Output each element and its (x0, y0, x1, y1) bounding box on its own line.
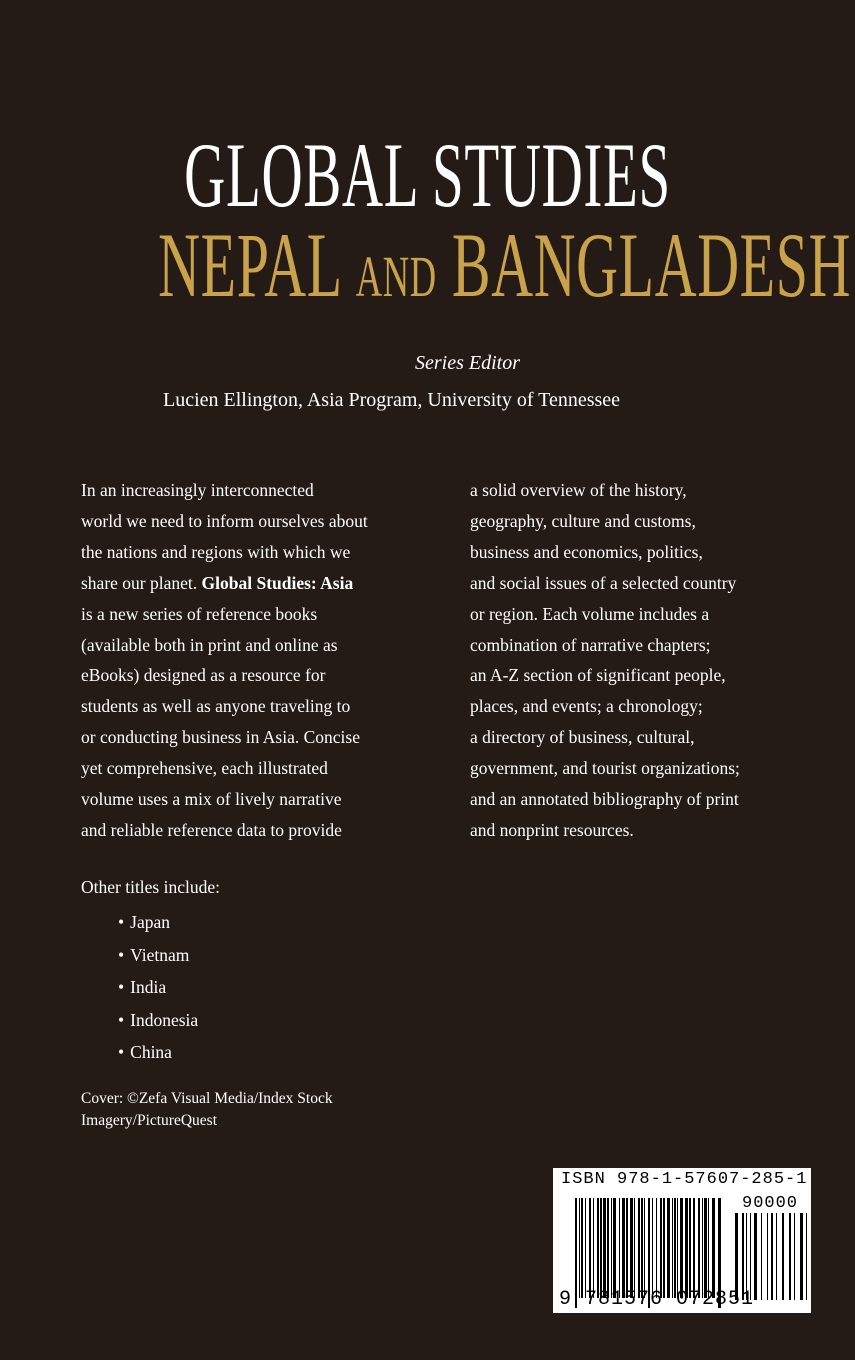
bar (619, 1198, 620, 1298)
bar (600, 1198, 602, 1298)
bar (782, 1213, 784, 1300)
text: share our planet. (81, 572, 202, 593)
text-line (81, 815, 368, 846)
other-titles-label: Other titles include: (81, 877, 220, 897)
text: the nations and regions with which we (81, 541, 351, 562)
text-line: and an annotated bibliography of print (470, 789, 739, 810)
text-line (81, 691, 368, 722)
bar (689, 1198, 691, 1298)
text-line (81, 506, 368, 537)
bar (680, 1198, 683, 1298)
series-name: Global Studies: Asia (201, 572, 354, 593)
title-item: • China (118, 1036, 198, 1069)
bar (698, 1198, 700, 1298)
barcode-digits: 9 781576 072851 (559, 1288, 755, 1311)
bar (607, 1198, 609, 1298)
bar (674, 1198, 676, 1298)
bar (603, 1198, 606, 1298)
bar (585, 1198, 586, 1298)
bar (593, 1198, 594, 1298)
bar (613, 1198, 616, 1298)
text-line (81, 599, 368, 630)
text-line: a solid overview of the history, (470, 480, 687, 500)
title-bangladesh: BANGLADESH (436, 214, 852, 316)
text: yet comprehensive, each illustrated (81, 758, 328, 779)
bar (702, 1198, 703, 1298)
text-line: or region. Each volume includes a (470, 603, 710, 624)
bar (611, 1198, 612, 1298)
cover-credit (81, 1088, 333, 1132)
text-line (81, 660, 368, 691)
text: eBooks) designed as a resource for (81, 665, 326, 686)
bar (634, 1198, 635, 1298)
bar (735, 1213, 738, 1300)
series-title: GLOBAL STUDIES (184, 124, 671, 226)
bar (789, 1213, 791, 1300)
bar (663, 1198, 665, 1298)
text: and reliable reference data to provide (81, 819, 342, 840)
text-line: combination of narrative chapters; (470, 634, 711, 655)
price-code: 90000 (742, 1194, 799, 1213)
text-line: government, and tourist organizations; (470, 758, 740, 779)
bar (641, 1198, 643, 1298)
bar (626, 1198, 628, 1298)
title-item: • India (118, 971, 198, 1004)
bar (597, 1198, 599, 1298)
bar (746, 1213, 747, 1300)
bar (750, 1213, 751, 1300)
text-line: and nonprint resources. (470, 819, 634, 840)
text: (available both in print and online as (81, 634, 338, 655)
bar (693, 1198, 695, 1298)
text: world we need to inform ourselves about (81, 510, 368, 531)
bar (579, 1198, 580, 1298)
bar (708, 1198, 709, 1298)
text: is a new series of reference books (81, 603, 318, 624)
text: volume uses a mix of lively narrative (81, 789, 342, 810)
bar (638, 1198, 640, 1298)
title-item: • Indonesia (118, 1004, 198, 1037)
bar (672, 1198, 673, 1298)
text-line (81, 630, 368, 661)
text-line (81, 784, 368, 815)
description-right (470, 475, 740, 846)
isbn-text: ISBN 978-1-57607-285-1 (561, 1170, 808, 1189)
text: or conducting business in Asia. Concise (81, 727, 361, 748)
bar (667, 1198, 670, 1298)
title-item: • Vietnam (118, 939, 198, 972)
bar (704, 1198, 707, 1298)
bar (742, 1213, 744, 1300)
text: students as well as anyone traveling to (81, 696, 351, 717)
text: In an increasingly interconnected (81, 480, 314, 500)
series-editor-label: Series Editor (415, 352, 520, 374)
bar (712, 1198, 715, 1298)
other-titles-list (118, 906, 198, 1069)
bar (589, 1198, 591, 1298)
bar (767, 1213, 768, 1300)
bar (622, 1198, 625, 1298)
text-line (81, 475, 368, 506)
title-and: AND (355, 244, 437, 309)
bar (794, 1213, 795, 1300)
isbn-barcode (553, 1168, 811, 1313)
title-item: • Japan (118, 906, 198, 939)
book-title (158, 212, 852, 318)
bar (754, 1213, 757, 1300)
bar (677, 1198, 678, 1298)
bar (800, 1213, 803, 1300)
series-editor-name: Lucien Ellington, Asia Program, University of Tennessee (163, 389, 621, 411)
text-line: business and economics, politics, (470, 541, 703, 562)
credit-line: Cover: ©Zefa Visual Media/Index Stock (81, 1090, 333, 1107)
credit-line: Imagery/PictureQuest (81, 1112, 218, 1129)
bar (776, 1213, 777, 1300)
text-line (81, 753, 368, 784)
description-left (81, 475, 368, 846)
text-line (81, 537, 368, 568)
bar (806, 1213, 807, 1300)
title-nepal: NEPAL (158, 214, 356, 316)
bar (581, 1198, 583, 1298)
text-line (81, 568, 368, 599)
text-line (81, 722, 368, 753)
text-line: and social issues of a selected country (470, 572, 737, 593)
text-line: an A-Z section of significant people, (470, 665, 726, 686)
bar (660, 1198, 662, 1298)
bar (644, 1198, 645, 1298)
text-line: a directory of business, cultural, (470, 727, 695, 748)
text-line: geography, culture and customs, (470, 510, 696, 531)
bar (630, 1198, 633, 1298)
bar (652, 1198, 653, 1298)
bar (761, 1213, 762, 1300)
bar (771, 1213, 773, 1300)
bar (685, 1198, 688, 1298)
text-line: places, and events; a chronology; (470, 696, 703, 717)
bar (656, 1198, 657, 1298)
